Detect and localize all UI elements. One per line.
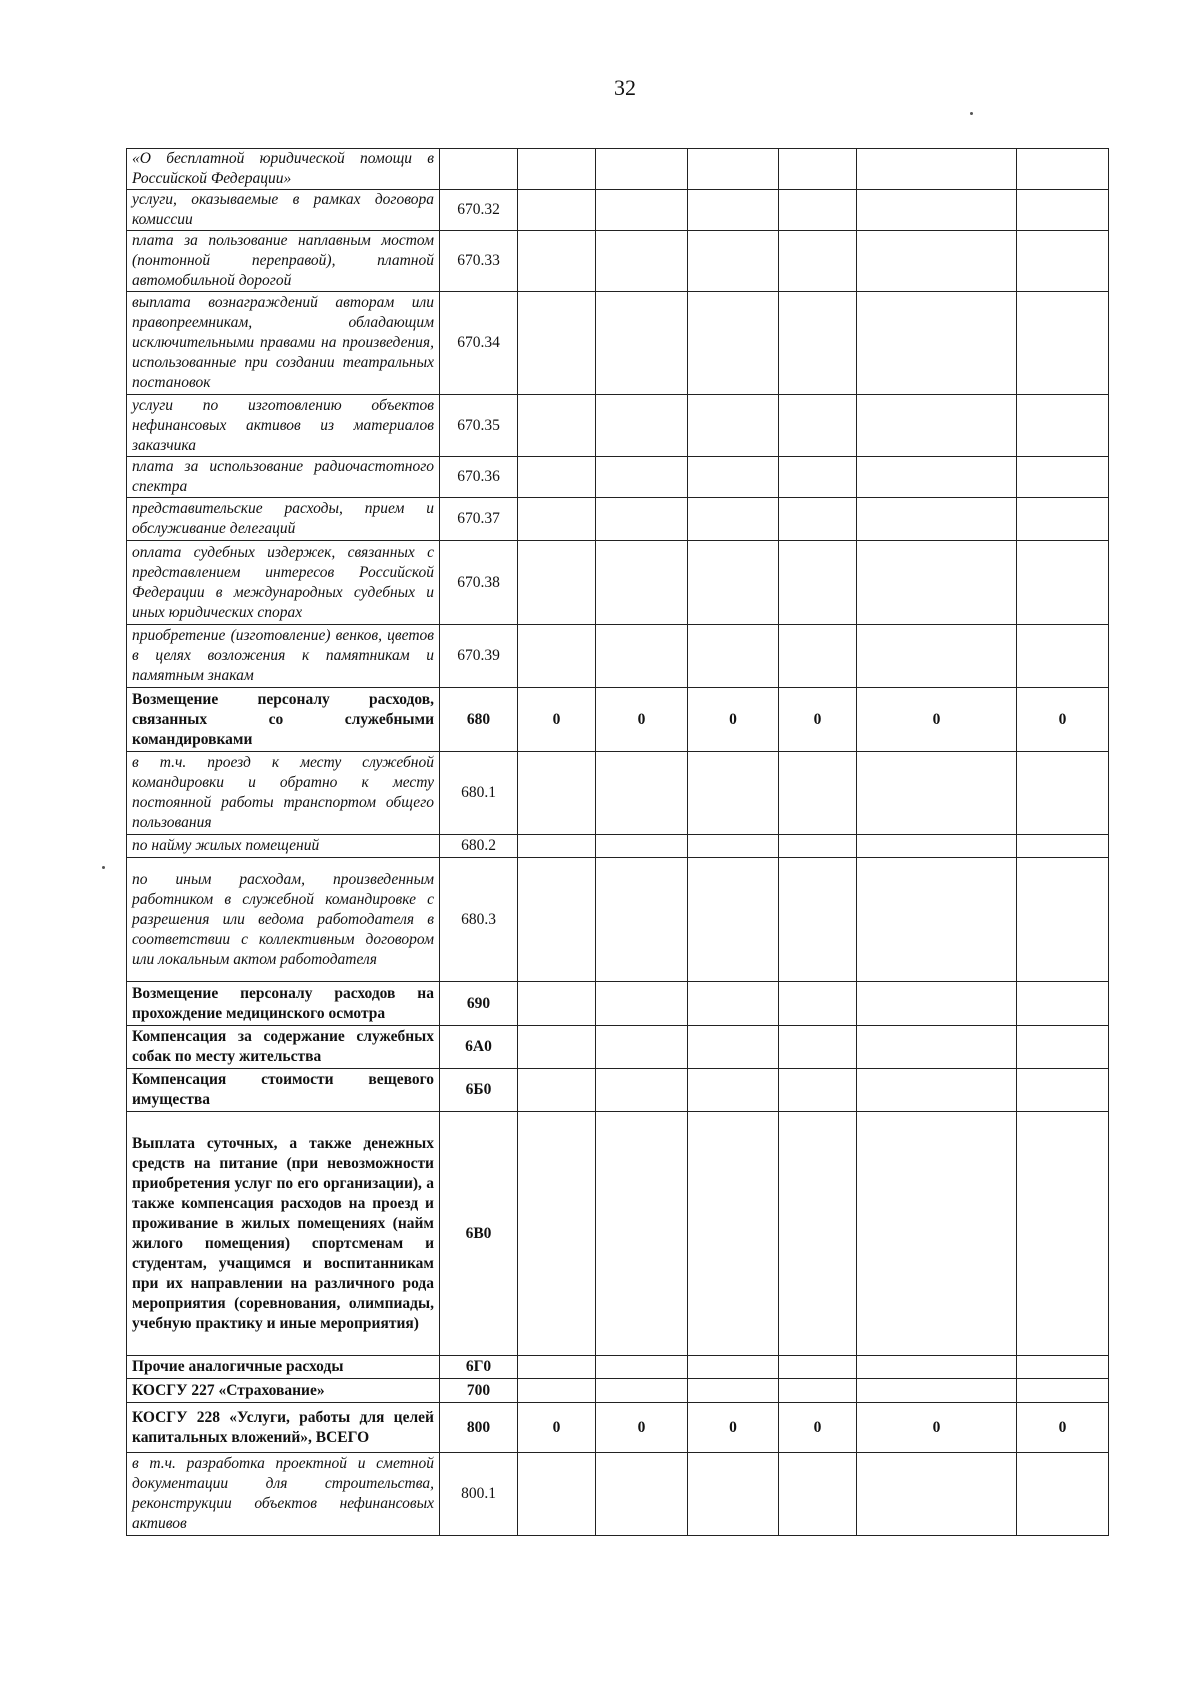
row-value bbox=[1017, 231, 1109, 292]
row-value bbox=[596, 395, 688, 457]
row-value bbox=[596, 752, 688, 835]
row-value: 0 bbox=[1017, 688, 1109, 752]
row-code: 800.1 bbox=[440, 1453, 518, 1536]
row-value bbox=[779, 395, 857, 457]
row-description: услуги, оказываемые в рамках договора комиссии bbox=[127, 190, 440, 231]
row-value: 0 bbox=[518, 688, 596, 752]
table-row bbox=[127, 457, 1109, 498]
row-value bbox=[596, 858, 688, 982]
row-value bbox=[518, 1026, 596, 1069]
row-code: 680.2 bbox=[440, 835, 518, 858]
row-value: 0 bbox=[596, 1403, 688, 1453]
row-value bbox=[857, 858, 1017, 982]
table-row bbox=[127, 190, 1109, 231]
row-code: 670.38 bbox=[440, 541, 518, 625]
table-row bbox=[127, 231, 1109, 292]
row-value bbox=[1017, 982, 1109, 1026]
row-value: 0 bbox=[596, 688, 688, 752]
row-value bbox=[518, 395, 596, 457]
row-description: Возмещение персоналу расходов, связанных со служебными командировками bbox=[127, 688, 440, 752]
row-value bbox=[779, 1112, 857, 1356]
row-description: услуги по изготовлению объектов нефинансовых активов из материалов заказчика bbox=[127, 395, 440, 457]
table-row bbox=[127, 625, 1109, 688]
row-value bbox=[596, 982, 688, 1026]
row-value bbox=[857, 1112, 1017, 1356]
row-value bbox=[688, 292, 779, 395]
row-code: 670.36 bbox=[440, 457, 518, 498]
row-description: представительские расходы, прием и обслуживание делегаций bbox=[127, 498, 440, 541]
row-description: в т.ч. проезд к месту служебной командировки и обратно к месту постоянной работы транспортом общего пользования bbox=[127, 752, 440, 835]
row-value bbox=[779, 1453, 857, 1536]
row-value bbox=[1017, 1379, 1109, 1403]
row-value bbox=[1017, 190, 1109, 231]
row-description: Прочие аналогичные расходы bbox=[127, 1356, 440, 1379]
row-value bbox=[857, 231, 1017, 292]
row-value bbox=[779, 752, 857, 835]
scan-speck bbox=[970, 112, 973, 115]
row-value bbox=[596, 1453, 688, 1536]
row-value bbox=[857, 1453, 1017, 1536]
row-description: КОСГУ 228 «Услуги, работы для целей капитальных вложений», ВСЕГО bbox=[127, 1403, 440, 1453]
table-row bbox=[127, 1026, 1109, 1069]
row-value bbox=[688, 625, 779, 688]
row-code: 6Б0 bbox=[440, 1069, 518, 1112]
table-row bbox=[127, 752, 1109, 835]
row-code: 690 bbox=[440, 982, 518, 1026]
row-code: 6Г0 bbox=[440, 1356, 518, 1379]
row-value bbox=[688, 1112, 779, 1356]
row-value bbox=[688, 1453, 779, 1536]
table-row bbox=[127, 498, 1109, 541]
row-value bbox=[518, 835, 596, 858]
row-value bbox=[596, 1379, 688, 1403]
row-value bbox=[688, 395, 779, 457]
row-value bbox=[518, 292, 596, 395]
row-code: 6А0 bbox=[440, 1026, 518, 1069]
row-value bbox=[857, 752, 1017, 835]
row-description: оплата судебных издержек, связанных с представлением интересов Российской Федерации в международных судебных и иных юридических спорах bbox=[127, 541, 440, 625]
row-value bbox=[596, 292, 688, 395]
row-value bbox=[779, 1026, 857, 1069]
row-value bbox=[779, 1379, 857, 1403]
row-value bbox=[596, 625, 688, 688]
row-value bbox=[688, 541, 779, 625]
row-value bbox=[1017, 457, 1109, 498]
row-value bbox=[688, 858, 779, 982]
row-value: 0 bbox=[1017, 1403, 1109, 1453]
row-value bbox=[857, 982, 1017, 1026]
row-value bbox=[688, 457, 779, 498]
row-value bbox=[1017, 1356, 1109, 1379]
row-value bbox=[779, 457, 857, 498]
row-value bbox=[857, 835, 1017, 858]
table-row bbox=[127, 688, 1109, 752]
table-row bbox=[127, 541, 1109, 625]
row-value bbox=[518, 1356, 596, 1379]
row-value bbox=[518, 498, 596, 541]
table-row bbox=[127, 1453, 1109, 1536]
row-value bbox=[688, 752, 779, 835]
row-value bbox=[1017, 541, 1109, 625]
row-value bbox=[779, 292, 857, 395]
row-value bbox=[688, 835, 779, 858]
row-code: 670.34 bbox=[440, 292, 518, 395]
row-value bbox=[688, 231, 779, 292]
row-code: 670.33 bbox=[440, 231, 518, 292]
row-value bbox=[779, 1069, 857, 1112]
row-description: Выплата суточных, а также денежных средств на питание (при невозможности приобретения услуг по его организации), а также компенсация расходов на проезд и проживание в жилых помещениях (найм жилого помещения) спортсменам и студентам, учащимся и воспитанникам при их направлении на различного рода мероприятия (соревнования, олимпиады, учебную практику и иные мероприятия) bbox=[127, 1112, 440, 1356]
row-value bbox=[857, 1379, 1017, 1403]
row-value: 0 bbox=[857, 1403, 1017, 1453]
row-value bbox=[857, 1356, 1017, 1379]
row-description: приобретение (изготовление) венков, цветов в целях возложения к памятникам и памятным знакам bbox=[127, 625, 440, 688]
row-value bbox=[518, 625, 596, 688]
row-value bbox=[779, 190, 857, 231]
row-value bbox=[857, 292, 1017, 395]
row-code: 6В0 bbox=[440, 1112, 518, 1356]
row-value bbox=[857, 1069, 1017, 1112]
row-value bbox=[688, 1069, 779, 1112]
row-value bbox=[857, 190, 1017, 231]
row-value bbox=[688, 982, 779, 1026]
table-row bbox=[127, 292, 1109, 395]
table-row bbox=[127, 835, 1109, 858]
row-value bbox=[1017, 1453, 1109, 1536]
row-value bbox=[518, 1379, 596, 1403]
row-code: 670.35 bbox=[440, 395, 518, 457]
table-row bbox=[127, 395, 1109, 457]
table-row bbox=[127, 1356, 1109, 1379]
row-value: 0 bbox=[518, 1403, 596, 1453]
row-value bbox=[596, 1356, 688, 1379]
row-description: в т.ч. разработка проектной и сметной документации для строительства, реконструкции объектов нефинансовых активов bbox=[127, 1453, 440, 1536]
row-description: КОСГУ 227 «Страхование» bbox=[127, 1379, 440, 1403]
row-value bbox=[1017, 1026, 1109, 1069]
row-value bbox=[596, 1026, 688, 1069]
row-value bbox=[779, 541, 857, 625]
row-value bbox=[596, 1069, 688, 1112]
row-value: 0 bbox=[857, 688, 1017, 752]
row-value bbox=[596, 498, 688, 541]
row-description: выплата вознаграждений авторам или правопреемникам, обладающим исключительными правами на произведения, использованные при создании театральных постановок bbox=[127, 292, 440, 395]
row-value bbox=[1017, 1112, 1109, 1356]
row-value: 0 bbox=[688, 688, 779, 752]
table-row bbox=[127, 982, 1109, 1026]
row-value bbox=[779, 149, 857, 190]
row-value bbox=[1017, 752, 1109, 835]
row-value bbox=[596, 190, 688, 231]
row-description: Компенсация стоимости вещевого имущества bbox=[127, 1069, 440, 1112]
budget-table bbox=[126, 148, 1109, 1536]
row-value bbox=[518, 1112, 596, 1356]
row-description: Возмещение персоналу расходов на прохождение медицинского осмотра bbox=[127, 982, 440, 1026]
row-value bbox=[596, 149, 688, 190]
row-code bbox=[440, 149, 518, 190]
table-row bbox=[127, 1379, 1109, 1403]
row-value bbox=[596, 457, 688, 498]
row-value bbox=[596, 231, 688, 292]
row-value bbox=[779, 982, 857, 1026]
row-value bbox=[1017, 395, 1109, 457]
page-number: 32 bbox=[614, 75, 636, 100]
table-row bbox=[127, 858, 1109, 982]
table-row bbox=[127, 1112, 1109, 1356]
row-value bbox=[518, 858, 596, 982]
row-value bbox=[1017, 498, 1109, 541]
row-value: 0 bbox=[779, 688, 857, 752]
row-value bbox=[518, 752, 596, 835]
row-value bbox=[857, 395, 1017, 457]
row-value bbox=[779, 231, 857, 292]
row-description: плата за пользование наплавным мостом (понтонной переправой), платной автомобильной дорогой bbox=[127, 231, 440, 292]
row-code: 700 bbox=[440, 1379, 518, 1403]
row-value bbox=[688, 1026, 779, 1069]
row-value bbox=[857, 1026, 1017, 1069]
row-value bbox=[779, 858, 857, 982]
table-row bbox=[127, 1069, 1109, 1112]
row-description: по иным расходам, произведенным работником в служебной командировке с разрешения или ведома работодателя в соответствии с коллективным договором или локальным актом работодателя bbox=[127, 858, 440, 982]
row-value: 0 bbox=[779, 1403, 857, 1453]
row-value bbox=[1017, 1069, 1109, 1112]
row-value bbox=[857, 149, 1017, 190]
row-description: «О бесплатной юридической помощи в Российской Федерации» bbox=[127, 149, 440, 190]
row-value bbox=[1017, 292, 1109, 395]
row-code: 670.32 bbox=[440, 190, 518, 231]
row-value bbox=[688, 1356, 779, 1379]
row-description: по найму жилых помещений bbox=[127, 835, 440, 858]
row-code: 680.3 bbox=[440, 858, 518, 982]
row-value bbox=[518, 231, 596, 292]
row-value bbox=[518, 190, 596, 231]
row-value bbox=[1017, 835, 1109, 858]
row-value bbox=[779, 625, 857, 688]
row-value bbox=[518, 1069, 596, 1112]
row-value bbox=[518, 1453, 596, 1536]
row-code: 800 bbox=[440, 1403, 518, 1453]
row-value bbox=[518, 541, 596, 625]
row-value bbox=[596, 1112, 688, 1356]
row-value bbox=[857, 541, 1017, 625]
row-description: Компенсация за содержание служебных собак по месту жительства bbox=[127, 1026, 440, 1069]
row-code: 670.37 bbox=[440, 498, 518, 541]
table-row bbox=[127, 149, 1109, 190]
row-value bbox=[1017, 858, 1109, 982]
row-code: 680 bbox=[440, 688, 518, 752]
row-value bbox=[518, 457, 596, 498]
row-value bbox=[688, 498, 779, 541]
row-description: плата за использование радиочастотного спектра bbox=[127, 457, 440, 498]
row-value bbox=[688, 190, 779, 231]
row-value bbox=[1017, 149, 1109, 190]
row-value: 0 bbox=[688, 1403, 779, 1453]
row-value bbox=[857, 625, 1017, 688]
row-code: 680.1 bbox=[440, 752, 518, 835]
row-value bbox=[779, 498, 857, 541]
row-value bbox=[518, 982, 596, 1026]
table-row bbox=[127, 1403, 1109, 1453]
row-value bbox=[688, 149, 779, 190]
row-value bbox=[857, 457, 1017, 498]
row-value bbox=[779, 835, 857, 858]
row-value bbox=[596, 541, 688, 625]
row-value bbox=[688, 1379, 779, 1403]
row-value bbox=[518, 149, 596, 190]
row-value bbox=[857, 498, 1017, 541]
row-value bbox=[596, 835, 688, 858]
row-code: 670.39 bbox=[440, 625, 518, 688]
row-value bbox=[779, 1356, 857, 1379]
row-value bbox=[1017, 625, 1109, 688]
scan-speck bbox=[102, 866, 105, 869]
